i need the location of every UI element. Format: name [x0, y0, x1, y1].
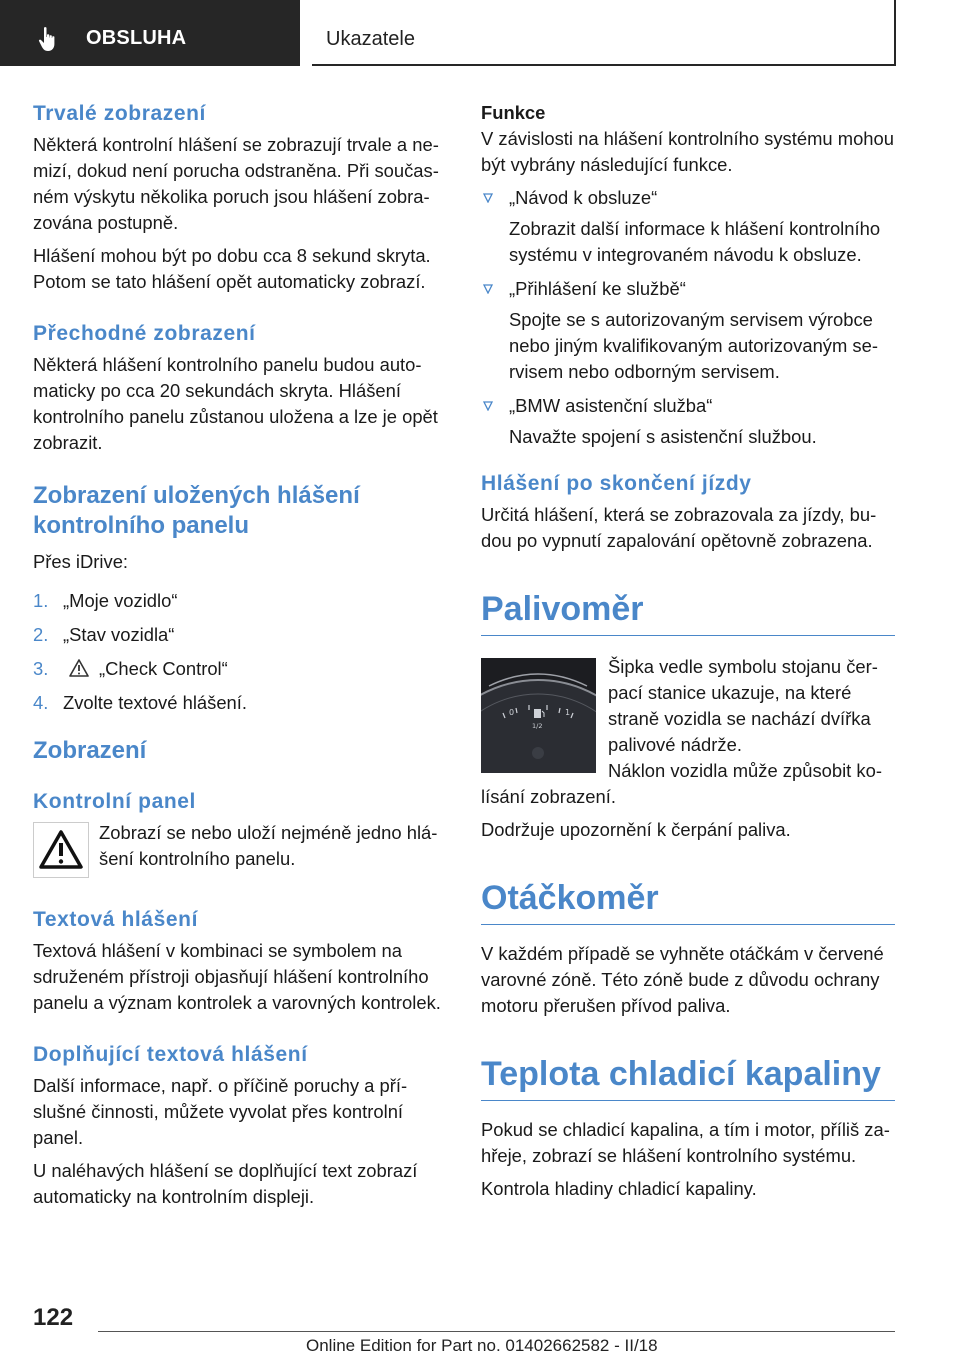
paragraph: Zobrazí se nebo uloží nejméně jedno hlášení kontrolního panelu. [99, 822, 438, 869]
right-column [481, 100, 895, 1209]
step-number: 1. [33, 590, 49, 611]
paragraph: U naléhavých hlášení se doplňující text zobrazí automaticky na kontrolním displeji. [33, 1160, 418, 1207]
item-desc: Zobrazit další informace k hlášení kontrolního systému v integrovaném návodu k obsluze. [509, 218, 881, 265]
gauge-label-half: 1/2 [532, 722, 543, 730]
warning-block [33, 820, 448, 880]
chapter-box [312, 0, 896, 66]
heading-otackomer: Otáčkoměr [481, 876, 895, 925]
list-item [481, 393, 895, 450]
gauge-label-empty: 0 [509, 708, 515, 717]
item-desc: Navažte spojení s asistenční službou. [509, 426, 817, 447]
paragraph [608, 765, 895, 791]
item-title: „Návod k obsluze“ [509, 187, 658, 208]
paragraph: Kontrola hladiny chladicí kapaliny. [481, 1178, 757, 1199]
warning-triangle-icon [69, 659, 89, 677]
heading-po-skonceni: Hlášení po skončení jízdy [481, 472, 752, 495]
paragraph: Určitá hlášení, která se zobrazovala za jízdy, budou po vypnutí zapalování opětovně zobrazena. [481, 504, 877, 551]
step-number: 2. [33, 624, 49, 645]
page-number: 122 [33, 1304, 74, 1331]
triangle-bullet-icon [483, 284, 493, 294]
step-text: „Check Control“ [99, 658, 228, 679]
edition-note: Online Edition for Part no. 01402662582 - II/18 [306, 1336, 658, 1355]
list-item [481, 276, 895, 385]
paragraph: Textová hlášení v kombinaci se symbolem na sdruženém přístroji objasňují hlášení kontrolního panelu a význam kontrolek a varovných kontrolek. [33, 940, 441, 1013]
paragraph: V každém případě se vyhněte otáčkám v červené varovné zóně. Této zóně bude z důvodu ochrany motoru přerušen přívod paliva. [481, 943, 884, 1016]
step-number: 4. [33, 692, 49, 713]
step-text: Zvolte textové hlášení. [63, 692, 248, 713]
heading-trvale: Trvalé zobrazení [33, 102, 206, 125]
steps-list [33, 588, 448, 716]
step-number: 3. [33, 658, 49, 679]
paragraph: Další informace, např. o příčině poruchy a příslušné činnosti, můžete vyvolat přes kontrolní panel. [33, 1075, 408, 1148]
paragraph: Některá hlášení kontrolního panelu budou automaticky po cca 20 sekundách skryta. Hlášení kontrolního panelu zůstanou uložena a lze je opět zobrazit. [33, 354, 438, 453]
item-desc: Spojte se s autorizovaným servisem výrobce nebo jiným kvalifikovaným autorizovaným servisem nebo odborným servisem. [509, 309, 878, 382]
paragraph: Náklon vozidla může způsobit kolísání zobrazení. [481, 760, 882, 807]
heading-palivomer: Palivoměr [481, 587, 895, 636]
heading-ulozene: Zobrazení uložených hlášení kontrolního panelu [33, 482, 360, 539]
step-text: „Moje vozidlo“ [63, 590, 178, 611]
list-item [33, 622, 448, 648]
paragraph: Přes iDrive: [33, 551, 129, 572]
fuel-gauge-block [481, 654, 895, 791]
page-header [0, 0, 960, 66]
section-label: OBSLUHA [86, 27, 187, 49]
triangle-bullet-icon [483, 401, 493, 411]
warning-triangle-icon [33, 822, 89, 878]
list-item [33, 656, 448, 682]
function-list [481, 185, 895, 450]
item-title: „BMW asistenční služba“ [509, 395, 713, 416]
paragraph: Hlášení mohou být po dobu cca 8 sekund skryta. Potom se tato hlášení opět automaticky zobrazí. [33, 245, 431, 292]
list-item [33, 690, 448, 716]
list-item [481, 185, 895, 268]
item-title: „Přihlášení ke službě“ [509, 278, 686, 299]
hand-pointer-icon [36, 26, 60, 52]
heading-textova: Textová hlášení [33, 908, 199, 931]
paragraph: Dodržuje upozornění k čerpání paliva. [481, 819, 791, 840]
heading-teplota: Teplota chladicí kapaliny [481, 1052, 895, 1101]
triangle-bullet-icon [483, 193, 493, 203]
gauge-label-full: 1 [565, 708, 571, 717]
chapter-title: Ukazatele [326, 28, 415, 50]
heading-doplnujici: Doplňující textová hlášení [33, 1043, 308, 1066]
left-column [33, 100, 448, 1217]
step-text: „Stav vozidla“ [63, 624, 175, 645]
fuel-gauge-image [481, 658, 596, 773]
heading-funkce: Funkce [481, 102, 546, 123]
paragraph: Šipka vedle symbolu stojanu čerpací stanice ukazuje, na které straně vozidla se nachází dvířka palivové nádrže. [608, 656, 878, 755]
heading-zobrazeni: Zobrazení [33, 737, 147, 764]
paragraph: Některá kontrolní hlášení se zobrazují trvale a nemizí, dokud není porucha odstraněna. Při současném výskytu několika poruch jsou hlášení zobrazována postupně. [33, 134, 439, 233]
paragraph: V závislosti na hlášení kontrolního systému mohou být vybrány následující funkce. [481, 128, 894, 175]
list-item [33, 588, 448, 614]
paragraph: Pokud se chladicí kapalina, a tím i motor, příliš zahřeje, zobrazí se hlášení kontrolního systému. [481, 1119, 890, 1166]
heading-prechodne: Přechodné zobrazení [33, 322, 256, 345]
heading-kontrolni-panel: Kontrolní panel [33, 790, 196, 813]
section-tab [0, 0, 300, 66]
footer-divider [98, 1331, 895, 1332]
